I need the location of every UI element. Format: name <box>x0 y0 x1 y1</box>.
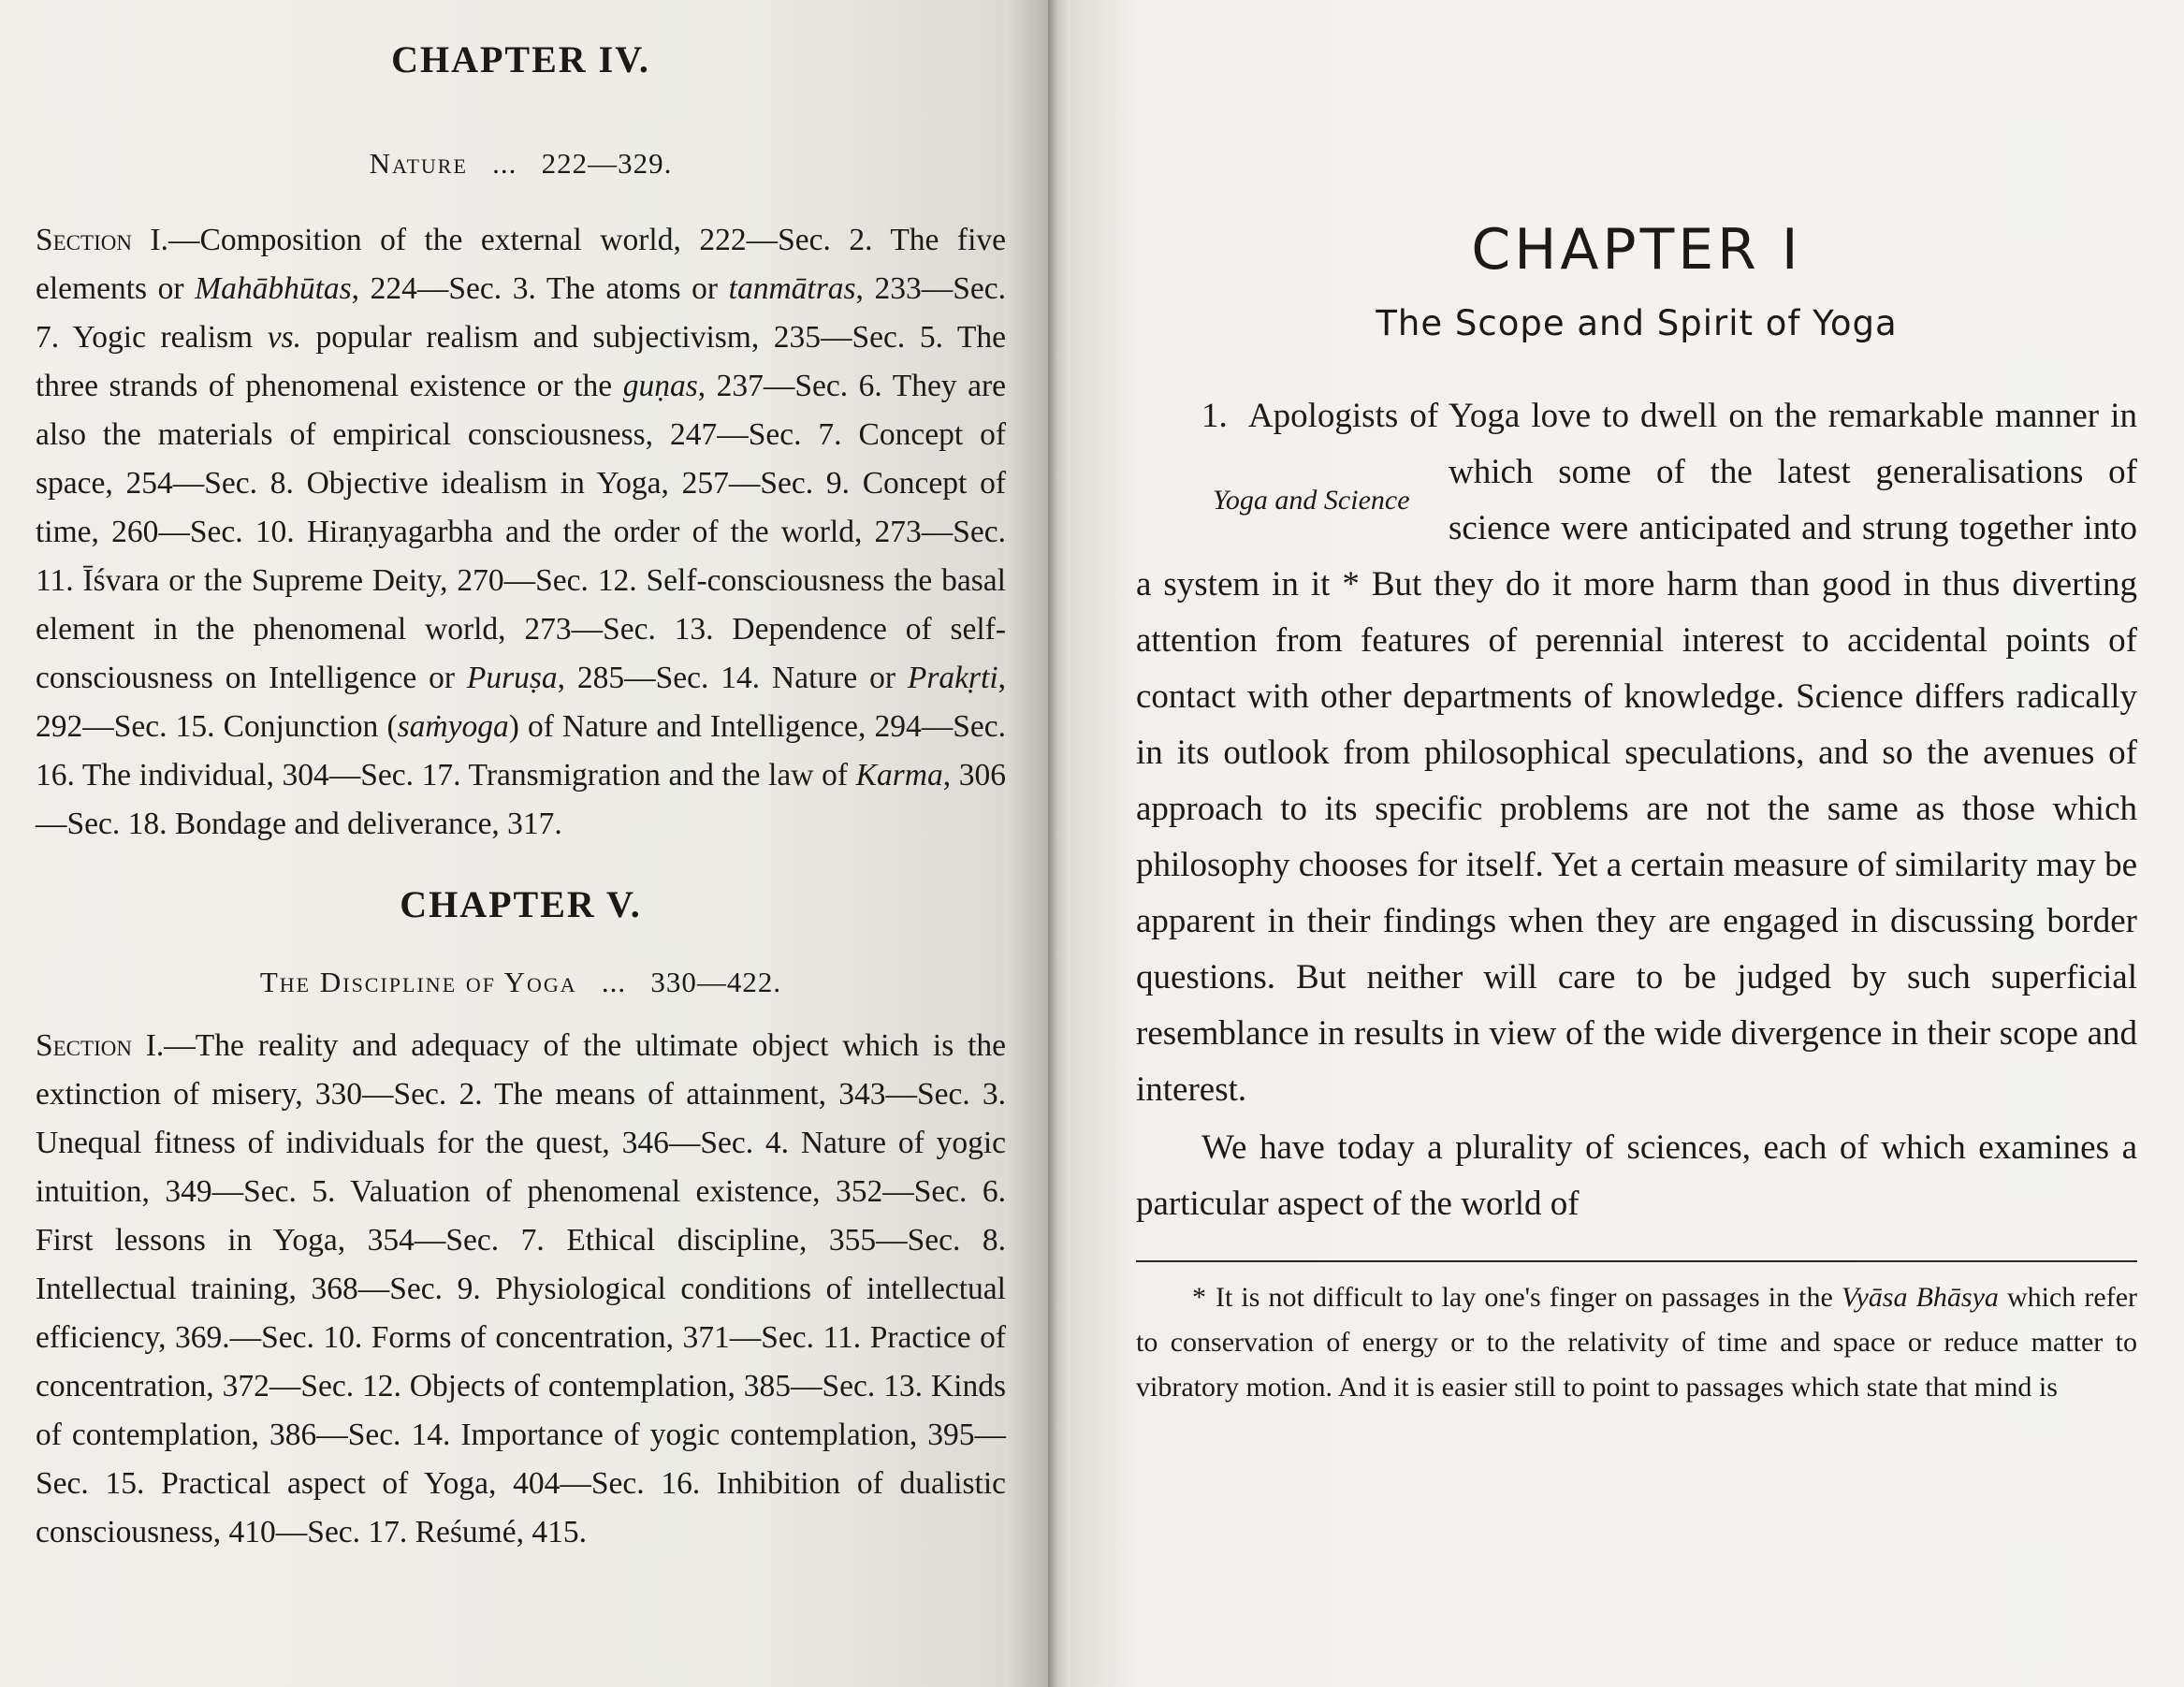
text-run: Section <box>36 1028 146 1063</box>
text-run: tanmātras <box>728 271 856 306</box>
left-page <box>0 0 1048 1687</box>
text-run: Vyāsa Bhāsya <box>1841 1282 1999 1313</box>
text-run: popular realism and subjectivism, 235—Sec. 5. The three strands of phenomenal existence or the <box>36 320 1007 403</box>
marginal-note: Yoga and Science <box>1213 485 1410 516</box>
footnote-marker: * <box>1192 1282 1206 1313</box>
text-run: guṇas <box>622 369 698 403</box>
chapter-4-title-separator: ... <box>492 147 517 180</box>
text-run: I.—The reality and adequacy of the ultimate object which is the extinction of misery, 330—Sec. 2. The means of attainment, 343—Sec. 3. Unequal fitness of individuals for the quest, 346—Sec. 4. Nature of yogic intuition, 349—Sec. 5. Valuation of phenomenal existence, 352—Sec. 6. First lessons in Yoga, 354—Sec. 7. Ethical discipline, 355—Sec. 8. Intellectual training, 368—Sec. 9. Physiological conditions of intellectual efficiency, 369.—Sec. 10. Forms of concentration, 371—Sec. 11. Practice of concentration, 372—Sec. 12. Objects of contemplation, 385—Sec. 13. Kinds of contemplation, 386—Sec. 14. Importance of yogic contemplation, 395—Sec. 15. Practical aspect of Yoga, 404—Sec. 16. Inhibition of dualistic consciousness, 410—Sec. 17. Reśumé, 415. <box>36 1028 1006 1549</box>
text-run: Section <box>36 223 151 257</box>
footnote <box>1136 1275 2137 1410</box>
chapter-5-heading: CHAPTER V. <box>400 883 642 925</box>
chapter-5-title-separator: ... <box>601 966 627 998</box>
chapter-1-title: The Scope and Spirit of Yoga <box>1376 303 1898 343</box>
footnote-divider <box>1136 1260 2137 1262</box>
paragraph-2: We have today a plurality of sciences, each of which examines a particular aspect of the world of <box>1136 1128 2137 1223</box>
text-run: Prakṛti <box>907 661 998 695</box>
text-run: which refer to conservation of energy or to the relativity of time and space or reduce matter to vibratory motion. And it is easier still to point to passages which state that mind is <box>1136 1282 2138 1403</box>
text-run: vs. <box>267 320 301 355</box>
right-page <box>1070 0 2184 1687</box>
text-run: Mahābhūtas <box>195 271 352 306</box>
text-run: saṁyoga <box>397 709 509 744</box>
paragraph-1-body: science were anticipated and strung together into a system in it * But they do it more harm than good in thus diverting attention from features of perennial interest to accidental points of contact with other departments of knowledge. Science differs radically in its outlook from philosophical speculations, and so the avenues of approach to its specific problems are not the same as those which philosophy chooses for itself. Yet a certain measure of similarity may be apparent in their findings when they are engaged in discussing border questions. But neither will care to be judged by such superficial resemblance in results in view of the wide divergence in their scope and interest. <box>1136 509 2137 1109</box>
paragraph-1 <box>1136 388 2137 1118</box>
text-run: , 224—Sec. 3. The atoms or <box>351 271 729 306</box>
paragraph-1-lead: Apologists of Yoga love to dwell on the remarkable manner in which some of the latest generalisations of <box>1247 397 2137 491</box>
chapter-1-heading: CHAPTER I <box>1471 217 1802 283</box>
chapter-4-title: Nature <box>369 147 468 180</box>
chapter-4-page-range: 222—329. <box>541 147 673 180</box>
chapter-4-heading: CHAPTER IV. <box>391 38 650 80</box>
text-run: , 237—Sec. 6. They are also the materials of empirical consciousness, 247—Sec. 7. Concept of space, 254—Sec. 8. Objective idealism in Yoga, 257—Sec. 9. Concept of time, 260—Sec. 10. Hiraṇyagarbha and the order of the world, 273—Sec. 11. Īśvara or the Supreme Deity, 270—Sec. 12. Self-consciousness the basal element in the phenomenal world, 273—Sec. 13. Dependence of self-consciousness on Intelligence or <box>36 369 1006 695</box>
text-run: , 292—Sec. 15. Conjunction ( <box>36 661 1007 744</box>
chapter-5-summary <box>36 1022 1006 1557</box>
text-run: Puruṣa <box>466 661 558 695</box>
text-run: ) of Nature and Intelligence, 294—Sec. 16. The individual, 304—Sec. 17. Transmigration and the law of <box>36 709 1006 793</box>
text-run: , 306—Sec. 18. Bondage and deliverance, 317. <box>36 758 1006 841</box>
book-gutter <box>1048 0 1070 1687</box>
chapter-4-title-line <box>36 147 1006 181</box>
text-run: It is not difficult to lay one's finger on passages in the <box>1216 1282 1842 1313</box>
text-run: Karma <box>855 758 943 793</box>
footnote-text <box>1136 1282 2137 1403</box>
text-run: I.—Composition of the external world, 222—Sec. 2. The five elements or <box>36 223 1006 306</box>
text-run: , 233—Sec. 7. Yogic realism <box>36 271 1006 355</box>
chapter-5-title: The Discipline of Yoga <box>259 966 577 998</box>
paragraph-1-number: 1. <box>1201 397 1228 435</box>
text-run: , 285—Sec. 14. Nature or <box>557 661 908 695</box>
chapter-5-title-line <box>36 966 1006 999</box>
chapter-5-page-range: 330—422. <box>650 966 782 998</box>
chapter-4-summary <box>36 216 1006 849</box>
